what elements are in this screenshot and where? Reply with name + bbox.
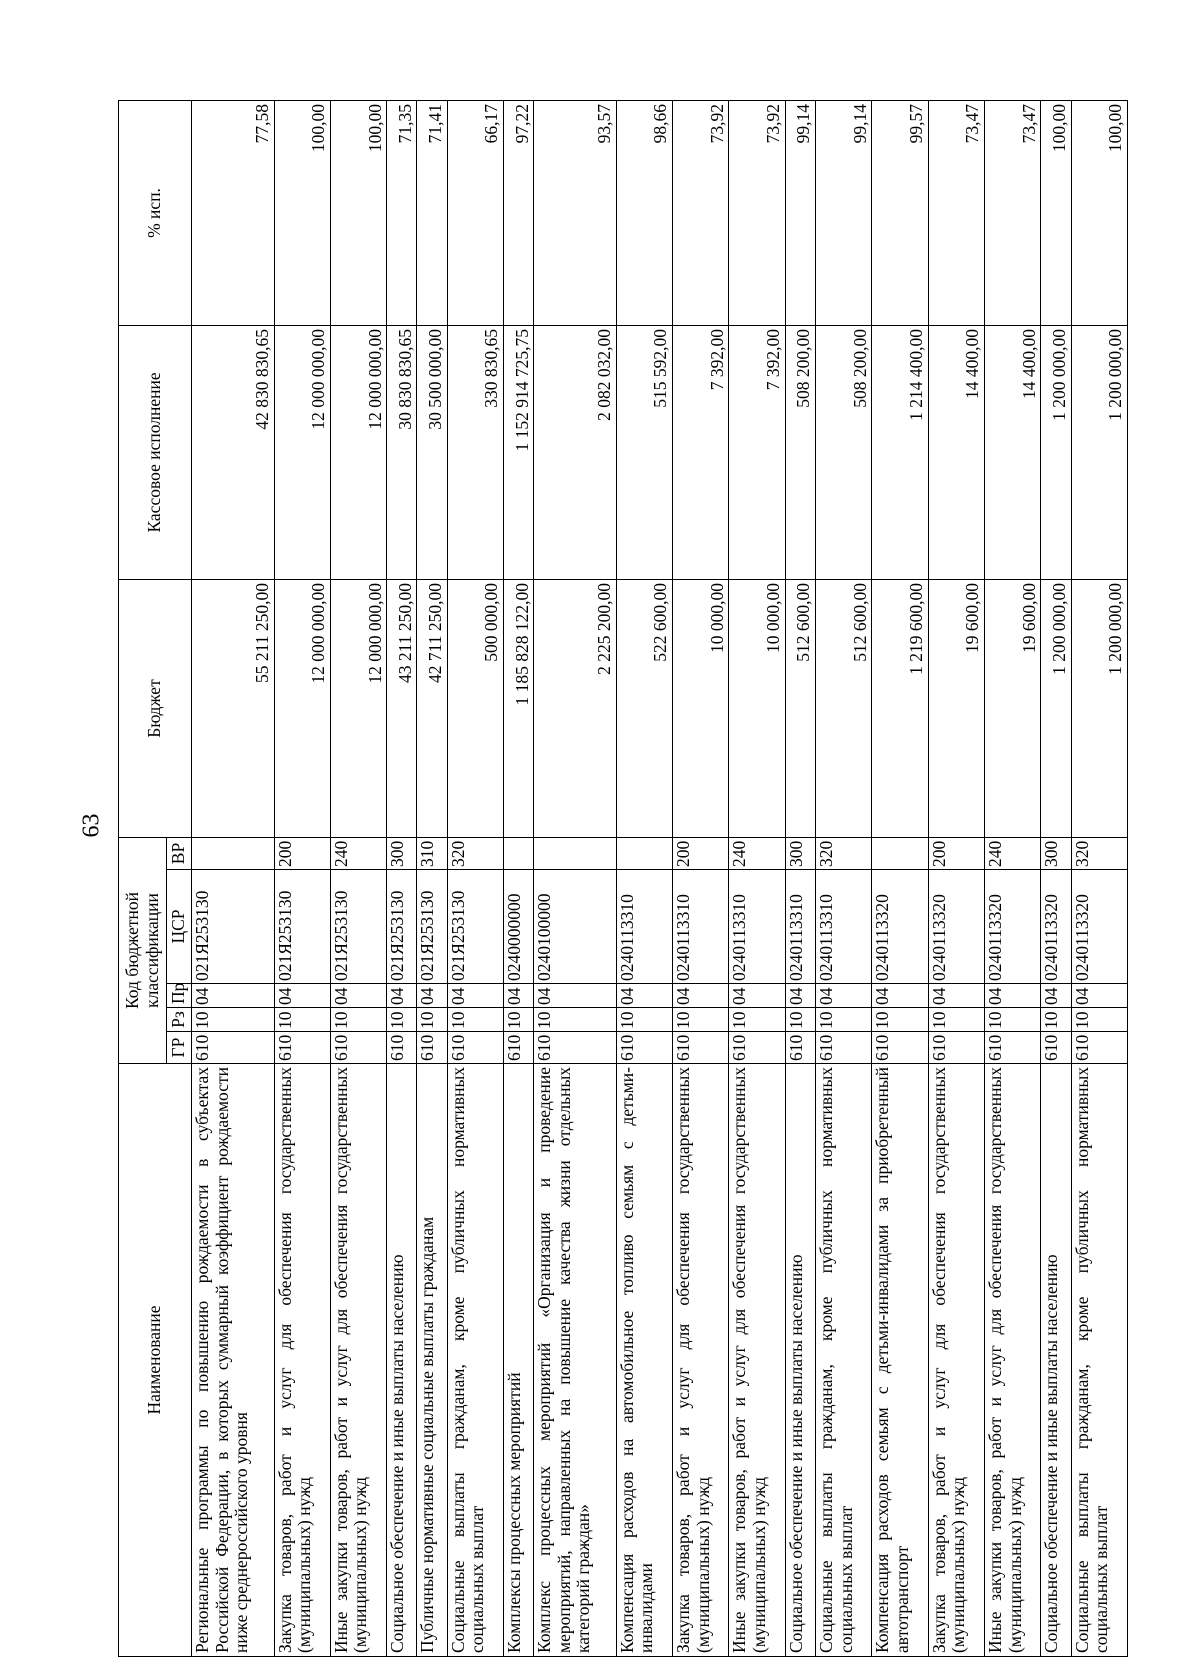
- cell-budget: 19 600,00: [984, 579, 1040, 837]
- cell-name: Социальное обеспечение и иные выплаты населению: [1041, 1064, 1071, 1657]
- cell-name: Социальные выплаты гражданам, кроме публичных нормативных социальных выплат: [1071, 1064, 1127, 1657]
- cell-vr: [503, 837, 533, 869]
- table-row: [534, 100, 617, 1656]
- cell-rz: 10: [616, 1008, 672, 1032]
- cell-pr: 04: [815, 984, 871, 1008]
- cell-pr: 04: [447, 984, 503, 1008]
- cell-budget: 512 600,00: [815, 579, 871, 837]
- cell-name: Иные закупки товаров, работ и услуг для обеспечения государственных (муниципальных) нужд: [330, 1064, 386, 1657]
- cell-pct: 99,14: [815, 100, 871, 325]
- cell-pct: 73,47: [928, 100, 984, 325]
- cell-csr: 021Я253130: [192, 870, 275, 984]
- cell-pr: 04: [387, 984, 417, 1008]
- cell-vr: 320: [1071, 837, 1127, 869]
- cell-name: Комплекс процессных мероприятий «Организация и проведение мероприятий, направленных на повышение качества жизни отдельных категорий граждан»: [534, 1064, 617, 1657]
- cell-name: Компенсация расходов на автомобильное топливо семьям с детьми-инвалидами: [616, 1064, 672, 1657]
- table-row: [192, 100, 275, 1656]
- cell-budget: 2 225 200,00: [534, 579, 617, 837]
- cell-pr: 04: [673, 984, 729, 1008]
- cell-rz: 10: [330, 1008, 386, 1032]
- cell-pr: 04: [192, 984, 275, 1008]
- cell-vr: 200: [274, 837, 330, 869]
- cell-gr: 610: [503, 1032, 533, 1064]
- cell-pr: 04: [1071, 984, 1127, 1008]
- cell-pct: 93,57: [534, 100, 617, 325]
- cell-budget: 12 000 000,00: [274, 579, 330, 837]
- cell-csr: 0240000000: [503, 870, 533, 984]
- header-rz: Рз: [167, 1008, 192, 1032]
- cell-rz: 10: [447, 1008, 503, 1032]
- cell-vr: 240: [984, 837, 1040, 869]
- cell-name: Закупка товаров, работ и услуг для обеспечения государственных (муниципальных) нужд: [673, 1064, 729, 1657]
- cell-cash: 7 392,00: [729, 325, 785, 579]
- cell-gr: 610: [1041, 1032, 1071, 1064]
- cell-budget: 512 600,00: [785, 579, 815, 837]
- cell-budget: 12 000 000,00: [330, 579, 386, 837]
- cell-budget: 1 200 000,00: [1041, 579, 1071, 837]
- cell-rz: 10: [1041, 1008, 1071, 1032]
- cell-pr: 04: [503, 984, 533, 1008]
- cell-rz: 10: [872, 1008, 928, 1032]
- table-row: [815, 100, 871, 1656]
- page-number: 63: [78, 813, 105, 838]
- header-pct: % исп.: [119, 100, 192, 325]
- table-row: [447, 100, 503, 1656]
- table-row: [616, 100, 672, 1656]
- table-body: [192, 100, 1128, 1656]
- cell-name: Закупка товаров, работ и услуг для обеспечения государственных (муниципальных) нужд: [274, 1064, 330, 1657]
- cell-csr: 0240113320: [1041, 870, 1071, 984]
- cell-budget: 10 000,00: [729, 579, 785, 837]
- cell-vr: 240: [729, 837, 785, 869]
- cell-name: Социальные выплаты гражданам, кроме публичных нормативных социальных выплат: [815, 1064, 871, 1657]
- cell-pct: 100,00: [1041, 100, 1071, 325]
- cell-cash: 7 392,00: [673, 325, 729, 579]
- cell-csr: 021Я253130: [417, 870, 447, 984]
- cell-pct: 99,14: [785, 100, 815, 325]
- cell-pct: 71,35: [387, 100, 417, 325]
- cell-pr: 04: [534, 984, 617, 1008]
- cell-budget: 500 000,00: [447, 579, 503, 837]
- cell-vr: [616, 837, 672, 869]
- table-row: [673, 100, 729, 1656]
- cell-pr: 04: [274, 984, 330, 1008]
- cell-name: Компенсация расходов семьям с детьми-инвалидами за приобретенный автотранспорт: [872, 1064, 928, 1657]
- cell-budget: 1 185 828 122,00: [503, 579, 533, 837]
- cell-gr: 610: [330, 1032, 386, 1064]
- cell-pr: 04: [872, 984, 928, 1008]
- header-gr: ГР: [167, 1032, 192, 1064]
- cell-name: Социальное обеспечение и иные выплаты населению: [387, 1064, 417, 1657]
- cell-cash: 1 200 000,00: [1071, 325, 1127, 579]
- cell-cash: 1 200 000,00: [1041, 325, 1071, 579]
- cell-gr: 610: [616, 1032, 672, 1064]
- cell-rz: 10: [1071, 1008, 1127, 1032]
- cell-cash: 30 500 000,00: [417, 325, 447, 579]
- cell-pct: 71,41: [417, 100, 447, 325]
- cell-cash: 14 400,00: [928, 325, 984, 579]
- cell-csr: 0240100000: [534, 870, 617, 984]
- cell-budget: 42 711 250,00: [417, 579, 447, 837]
- cell-vr: [872, 837, 928, 869]
- cell-csr: 0240113310: [616, 870, 672, 984]
- cell-gr: 610: [872, 1032, 928, 1064]
- cell-vr: [534, 837, 617, 869]
- cell-pr: 04: [928, 984, 984, 1008]
- cell-pct: 99,57: [872, 100, 928, 325]
- cell-budget: 1 200 000,00: [1071, 579, 1127, 837]
- cell-rz: 10: [503, 1008, 533, 1032]
- cell-name: Социальное обеспечение и иные выплаты населению: [785, 1064, 815, 1657]
- cell-name: Социальные выплаты гражданам, кроме публичных нормативных социальных выплат: [447, 1064, 503, 1657]
- cell-gr: 610: [673, 1032, 729, 1064]
- cell-pr: 04: [616, 984, 672, 1008]
- cell-gr: 610: [729, 1032, 785, 1064]
- cell-rz: 10: [815, 1008, 871, 1032]
- cell-cash: 30 830 830,65: [387, 325, 417, 579]
- cell-gr: 610: [447, 1032, 503, 1064]
- cell-name: Публичные нормативные социальные выплаты гражданам: [417, 1064, 447, 1657]
- cell-budget: 1 219 600,00: [872, 579, 928, 837]
- cell-vr: 320: [815, 837, 871, 869]
- cell-gr: 610: [387, 1032, 417, 1064]
- cell-csr: 0240113310: [673, 870, 729, 984]
- cell-csr: 0240113310: [729, 870, 785, 984]
- cell-gr: 610: [815, 1032, 871, 1064]
- cell-gr: 610: [534, 1032, 617, 1064]
- cell-gr: 610: [417, 1032, 447, 1064]
- cell-pr: 04: [984, 984, 1040, 1008]
- cell-pr: 04: [729, 984, 785, 1008]
- cell-rz: 10: [928, 1008, 984, 1032]
- cell-vr: 300: [387, 837, 417, 869]
- cell-rz: 10: [984, 1008, 1040, 1032]
- cell-csr: 0240113320: [872, 870, 928, 984]
- cell-csr: 0240113320: [984, 870, 1040, 984]
- cell-cash: 508 200,00: [815, 325, 871, 579]
- cell-budget: 19 600,00: [928, 579, 984, 837]
- header-cash: Кассовое исполнение: [119, 325, 192, 579]
- cell-cash: 12 000 000,00: [330, 325, 386, 579]
- table-row: [1071, 100, 1127, 1656]
- cell-gr: 610: [928, 1032, 984, 1064]
- cell-csr: 0240113310: [815, 870, 871, 984]
- cell-pct: 73,47: [984, 100, 1040, 325]
- cell-cash: 2 082 032,00: [534, 325, 617, 579]
- cell-vr: [192, 837, 275, 869]
- cell-csr: 021Я253130: [387, 870, 417, 984]
- cell-csr: 021Я253130: [274, 870, 330, 984]
- header-budget: Бюджет: [119, 579, 192, 837]
- cell-gr: 610: [274, 1032, 330, 1064]
- cell-pct: 77,58: [192, 100, 275, 325]
- cell-pct: 73,92: [673, 100, 729, 325]
- cell-rz: 10: [387, 1008, 417, 1032]
- budget-table: [118, 100, 1128, 1657]
- cell-rz: 10: [417, 1008, 447, 1032]
- cell-pr: 04: [1041, 984, 1071, 1008]
- cell-budget: 55 211 250,00: [192, 579, 275, 837]
- cell-rz: 10: [673, 1008, 729, 1032]
- cell-name: Региональные программы по повышению рождаемости в субъектах Российской Федерации, в которых суммарный коэффициент рождаемости ниже среднероссийского уровня: [192, 1064, 275, 1657]
- table-row: [417, 100, 447, 1656]
- cell-name: Комплексы процессных мероприятий: [503, 1064, 533, 1657]
- cell-pr: 04: [417, 984, 447, 1008]
- table-row: [503, 100, 533, 1656]
- cell-pct: 73,92: [729, 100, 785, 325]
- cell-pct: 98,66: [616, 100, 672, 325]
- cell-rz: 10: [534, 1008, 617, 1032]
- cell-vr: 310: [417, 837, 447, 869]
- cell-budget: 43 211 250,00: [387, 579, 417, 837]
- cell-vr: 200: [673, 837, 729, 869]
- cell-budget: 522 600,00: [616, 579, 672, 837]
- cell-pct: 100,00: [1071, 100, 1127, 325]
- cell-pct: 100,00: [274, 100, 330, 325]
- cell-name: Иные закупки товаров, работ и услуг для обеспечения государственных (муниципальных) нужд: [984, 1064, 1040, 1657]
- cell-pr: 04: [330, 984, 386, 1008]
- table-row: [387, 100, 417, 1656]
- table-row: [928, 100, 984, 1656]
- header-pr: Пр: [167, 984, 192, 1008]
- table-row: [729, 100, 785, 1656]
- cell-rz: 10: [192, 1008, 275, 1032]
- cell-rz: 10: [729, 1008, 785, 1032]
- table-row: [1041, 100, 1071, 1656]
- cell-vr: 300: [785, 837, 815, 869]
- cell-gr: 610: [1071, 1032, 1127, 1064]
- cell-cash: 330 830,65: [447, 325, 503, 579]
- cell-pct: 97,22: [503, 100, 533, 325]
- cell-vr: 320: [447, 837, 503, 869]
- cell-pct: 100,00: [330, 100, 386, 325]
- header-code-group: Код бюджетной классификации: [119, 837, 167, 1063]
- cell-vr: 300: [1041, 837, 1071, 869]
- cell-cash: 1 152 914 725,75: [503, 325, 533, 579]
- table-row: [984, 100, 1040, 1656]
- cell-vr: 200: [928, 837, 984, 869]
- table-row: [785, 100, 815, 1656]
- cell-cash: 515 592,00: [616, 325, 672, 579]
- cell-cash: 42 830 830,65: [192, 325, 275, 579]
- rotated-table-container: [118, 101, 1128, 1657]
- header-vr: ВР: [167, 837, 192, 869]
- header-name: Наименование: [119, 1064, 192, 1657]
- cell-name: Закупка товаров, работ и услуг для обеспечения государственных (муниципальных) нужд: [928, 1064, 984, 1657]
- cell-pr: 04: [785, 984, 815, 1008]
- table-row: [872, 100, 928, 1656]
- table-row: [274, 100, 330, 1656]
- table-row: [330, 100, 386, 1656]
- cell-csr: 0240113320: [1071, 870, 1127, 984]
- cell-csr: 021Я253130: [447, 870, 503, 984]
- cell-cash: 12 000 000,00: [274, 325, 330, 579]
- cell-cash: 14 400,00: [984, 325, 1040, 579]
- cell-budget: 10 000,00: [673, 579, 729, 837]
- cell-pct: 66,17: [447, 100, 503, 325]
- cell-vr: 240: [330, 837, 386, 869]
- cell-csr: 021Я253130: [330, 870, 386, 984]
- cell-csr: 0240113310: [785, 870, 815, 984]
- cell-gr: 610: [785, 1032, 815, 1064]
- cell-name: Иные закупки товаров, работ и услуг для обеспечения государственных (муниципальных) нужд: [729, 1064, 785, 1657]
- cell-rz: 10: [274, 1008, 330, 1032]
- cell-cash: 508 200,00: [785, 325, 815, 579]
- cell-gr: 610: [192, 1032, 275, 1064]
- header-csr: ЦСР: [167, 870, 192, 984]
- cell-gr: 610: [984, 1032, 1040, 1064]
- cell-csr: 0240113320: [928, 870, 984, 984]
- cell-cash: 1 214 400,00: [872, 325, 928, 579]
- cell-rz: 10: [785, 1008, 815, 1032]
